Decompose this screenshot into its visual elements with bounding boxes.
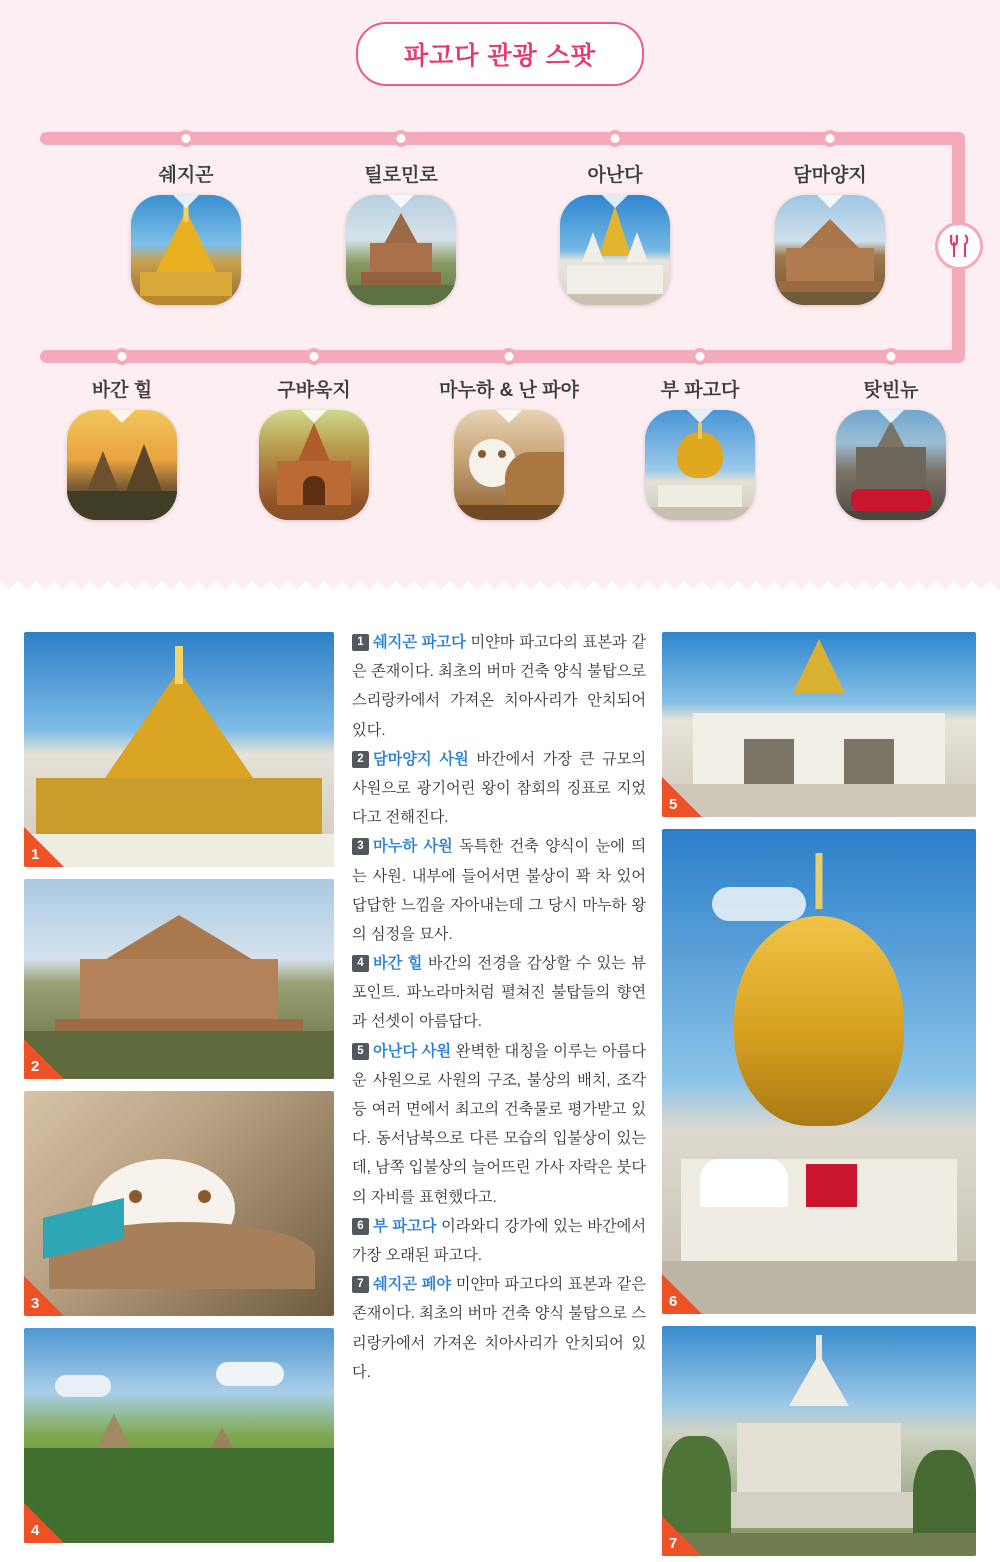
photo-bagan-hill — [24, 1328, 334, 1543]
gubyaukgyi-temple-thumb — [259, 410, 369, 520]
spot-thumbnail[interactable] — [454, 410, 564, 520]
entry-2 — [352, 745, 646, 833]
timeline-node-6 — [306, 348, 323, 365]
spot-thumbnail[interactable] — [131, 195, 241, 305]
entry-number: 2 — [352, 751, 369, 768]
entry-title: 마누하 사원 — [373, 838, 453, 856]
timeline-spot-manuha-nanpaya[interactable] — [434, 375, 584, 520]
timeline-panel — [0, 0, 1000, 592]
entry-3 — [352, 832, 646, 949]
timeline-spot-thatbyinnyu[interactable] — [816, 375, 966, 520]
entry-1 — [352, 628, 646, 745]
ananda-temple-thumb — [560, 195, 670, 305]
zigzag-divider — [0, 574, 1000, 592]
photo-number: 3 — [31, 1295, 40, 1312]
entry-text: 미얀마 파고다의 표본과 같은 존재이다. 최초의 버마 건축 양식 불탑으로 스리랑카에서 가져온 치아사리가 안치되어 있다. — [352, 1276, 646, 1381]
photo-corner-badge — [24, 827, 64, 867]
photo-thatbyinnyu — [662, 1326, 976, 1556]
entry-title: 바간 힐 — [373, 955, 423, 973]
entry-number: 5 — [352, 1043, 369, 1060]
timeline-spot-gubyaukgyi[interactable] — [239, 375, 389, 520]
timeline-node-4 — [822, 130, 839, 147]
photo-number: 5 — [669, 796, 678, 813]
page-title-wrap — [0, 22, 1000, 86]
timeline-spot-htilominlo[interactable] — [326, 160, 476, 305]
entry-title: 부 파고다 — [373, 1217, 437, 1235]
spot-label: 마누하 & 난 파야 — [439, 380, 579, 401]
photo-corner-badge — [662, 1516, 702, 1556]
entry-number: 7 — [352, 1276, 369, 1293]
entry-number: 6 — [352, 1218, 369, 1235]
photo-number: 7 — [669, 1535, 678, 1552]
photo-manuha-buddha — [24, 1091, 334, 1316]
entry-number: 1 — [352, 634, 369, 651]
photo-dhammayangyi — [24, 879, 334, 1079]
timeline-spot-dhammayangyi[interactable] — [755, 160, 905, 305]
photo-number: 6 — [669, 1293, 678, 1310]
left-photo-column — [24, 632, 334, 1555]
timeline-node-5 — [114, 348, 131, 365]
right-photo-column — [662, 632, 976, 1562]
restaurant-icon[interactable] — [935, 222, 983, 270]
spot-label: 틸로민로 — [364, 165, 438, 186]
thatbyinnyu-temple-thumb — [836, 410, 946, 520]
spot-thumbnail[interactable] — [560, 195, 670, 305]
timeline-spot-ananda[interactable] — [540, 160, 690, 305]
spot-thumbnail[interactable] — [645, 410, 755, 520]
entry-6 — [352, 1212, 646, 1270]
spot-thumbnail[interactable] — [346, 195, 456, 305]
entry-title: 아난다 사원 — [373, 1042, 452, 1060]
manuha-nanpaya-thumb — [454, 410, 564, 520]
spot-thumbnail[interactable] — [836, 410, 946, 520]
entry-number: 4 — [352, 955, 369, 972]
photo-corner-badge — [24, 1503, 64, 1543]
detail-section — [0, 592, 1000, 1562]
entry-4 — [352, 949, 646, 1037]
timeline-node-3 — [607, 130, 624, 147]
spot-label: 쉐지곤 — [158, 165, 214, 186]
bupaya-pagoda-thumb — [645, 410, 755, 520]
timeline-node-8 — [692, 348, 709, 365]
bagan-hill-thumb — [67, 410, 177, 520]
entry-title: 쉐지곤 파고다 — [373, 634, 466, 651]
timeline-spot-bagan-hill[interactable] — [47, 375, 197, 520]
page-title: 파고다 관광 스팟 — [356, 22, 644, 86]
timeline-node-9 — [883, 348, 900, 365]
entry-5 — [352, 1037, 646, 1212]
spot-label: 아난다 — [587, 165, 643, 186]
spot-label: 담마양지 — [793, 165, 867, 186]
photo-corner-badge — [24, 1276, 64, 1316]
dhammayangyi-temple-thumb — [775, 195, 885, 305]
photo-ananda — [662, 632, 976, 817]
spot-label: 탓빈뉴 — [863, 380, 919, 401]
photo-corner-badge — [24, 1039, 64, 1079]
timeline-spot-bupaya[interactable] — [625, 375, 775, 520]
timeline-node-2 — [393, 130, 410, 147]
entry-text: 이라와디 강가에 있는 바간에서 가장 오래된 파고다. — [352, 1217, 646, 1264]
shwezigon-pagoda-thumb — [131, 195, 241, 305]
entry-title: 담마양지 사원 — [373, 750, 469, 768]
htilominlo-temple-thumb — [346, 195, 456, 305]
timeline-node-1 — [178, 130, 195, 147]
entry-text: 완벽한 대칭을 이루는 아름다운 사원으로 사원의 구조, 불상의 배치, 조각 등 여러 면에서 최고의 건축물로 평가받고 있다. 동서남북으로 다른 모습의 입불상이 있는데, 남쪽 입불상의 늘어뜨린 가사 자락은 붓다의 자비를 표현했다고. — [352, 1042, 646, 1206]
photo-shwezigon — [24, 632, 334, 867]
timeline-node-7 — [501, 348, 518, 365]
photo-corner-badge — [662, 777, 702, 817]
entry-number: 3 — [352, 838, 369, 855]
spot-thumbnail[interactable] — [775, 195, 885, 305]
description-column — [352, 628, 646, 1387]
spot-label: 바간 힐 — [91, 380, 153, 401]
entry-text: 독특한 건축 양식이 눈에 띄는 사원. 내부에 들어서면 불상이 꽉 차 있어 답답한 느낌을 자아내는데 그 당시 마누하 왕의 심정을 묘사. — [352, 838, 646, 943]
photo-number: 4 — [31, 1522, 40, 1539]
spot-label: 구뱌욱지 — [277, 380, 351, 401]
spot-thumbnail[interactable] — [67, 410, 177, 520]
photo-number: 2 — [31, 1058, 40, 1075]
entry-text: 미얀마 파고다의 표본과 같은 존재이다. 최초의 버마 건축 양식 불탑으로 스리랑카에서 가져온 치아사리가 안치되어 있다. — [352, 634, 646, 739]
photo-number: 1 — [31, 846, 40, 863]
entry-text: 바간에서 가장 큰 규모의 사원으로 광기어린 왕이 참회의 징표로 지었다고 전해진다. — [352, 750, 646, 827]
spot-label: 부 파고다 — [660, 380, 740, 401]
entry-7 — [352, 1270, 646, 1387]
photo-bupaya — [662, 829, 976, 1314]
entry-text: 바간의 전경을 감상할 수 있는 뷰포인트. 파노라마처럼 펼쳐진 불탑들의 향연과 선셋이 아름답다. — [352, 955, 646, 1031]
spot-thumbnail[interactable] — [259, 410, 369, 520]
entry-title: 쉐지곤 페야 — [373, 1276, 452, 1294]
photo-corner-badge — [662, 1274, 702, 1314]
timeline-spot-shwezigon[interactable] — [111, 160, 261, 305]
